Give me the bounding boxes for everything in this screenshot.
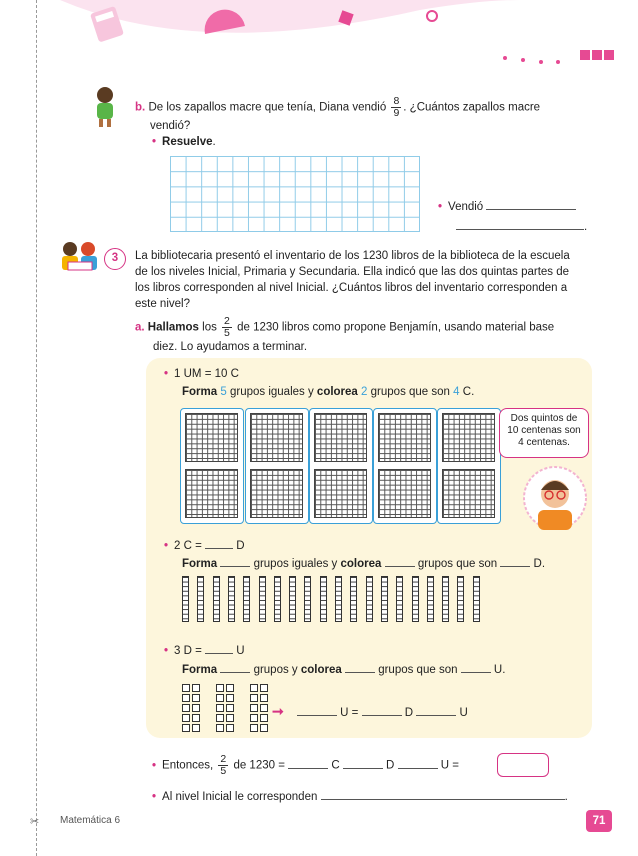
arrow-right-icon: ➞	[272, 703, 284, 719]
header-decoration	[0, 0, 638, 70]
thousand-group-5[interactable]	[437, 408, 501, 524]
ten-rod[interactable]	[243, 576, 250, 622]
unit-cube[interactable]	[182, 704, 190, 712]
unit-cube[interactable]	[216, 724, 224, 732]
thousand-group-1[interactable]	[180, 408, 244, 524]
unit-cube[interactable]	[216, 714, 224, 722]
unit-cube[interactable]	[192, 694, 200, 702]
unit-cube[interactable]	[260, 684, 268, 692]
step-2-equation: • 2 C = D	[164, 540, 245, 552]
units-answer-field-conclusion[interactable]	[398, 759, 438, 769]
scissors-icon: ✂	[30, 816, 40, 828]
step-2-instruction: Forma grupos iguales y colorea grupos que son D.	[182, 558, 546, 570]
nivel-inicial-answer-field[interactable]	[321, 790, 565, 800]
unit-cube[interactable]	[226, 684, 234, 692]
final-answer-box[interactable]	[497, 753, 549, 777]
thousand-group-3[interactable]	[309, 408, 373, 524]
problem-3-line-1: La bibliotecaria presentó el inventario de los 1230 libros de la biblioteca de la escuela	[135, 250, 570, 262]
part-a-hallamos: Hallamos	[147, 321, 199, 334]
header-wave	[0, 0, 638, 70]
girl-illustration	[88, 85, 122, 127]
ten-rod[interactable]	[350, 576, 357, 622]
step-1-instruction: Forma 5 grupos iguales y colorea 2 grupos que son 4 C.	[182, 386, 475, 398]
part-a-text-after: de 1230 libros como propone Benjamín, usando material base	[237, 321, 555, 334]
ten-rod[interactable]	[396, 576, 403, 622]
ten-rod[interactable]	[457, 576, 464, 622]
unit-cube[interactable]	[250, 694, 258, 702]
step-3-equation: • 3 D = U	[164, 645, 245, 657]
unit-cube[interactable]	[182, 684, 190, 692]
ten-rod[interactable]	[182, 576, 189, 622]
part-a-letter: a.	[135, 321, 145, 334]
unit-cube[interactable]	[250, 724, 258, 732]
thousand-group-2[interactable]	[245, 408, 309, 524]
unit-cube[interactable]	[260, 704, 268, 712]
ten-rod[interactable]	[304, 576, 311, 622]
fraction-2-5: $\frac{2}{5}$	[224, 315, 230, 339]
unit-cube[interactable]	[250, 704, 258, 712]
part-b-letter: b.	[135, 101, 146, 114]
ten-rod[interactable]	[335, 576, 342, 622]
step-1-equation: • 1 UM = 10 C	[164, 368, 239, 380]
problem-3-line-3: los libros corresponden al nivel Inicial. ¿Cuántos libros del inventario corresponden a	[135, 282, 568, 294]
unit-cube[interactable]	[250, 684, 258, 692]
resuelve-label: • Resuelve.	[152, 136, 216, 148]
unit-cube[interactable]	[226, 714, 234, 722]
unit-cube[interactable]	[192, 724, 200, 732]
unit-cube[interactable]	[182, 714, 190, 722]
ten-rod[interactable]	[228, 576, 235, 622]
ten-rod[interactable]	[427, 576, 434, 622]
ten-rod[interactable]	[289, 576, 296, 622]
page-number: 71	[586, 810, 612, 832]
ten-rod[interactable]	[320, 576, 327, 622]
vendio-answer-line2[interactable]: .	[456, 220, 587, 233]
work-grid-b[interactable]	[170, 156, 420, 232]
unit-cube[interactable]	[216, 694, 224, 702]
kids-reading-illustration	[58, 240, 102, 274]
tens-answer-field-conclusion[interactable]	[343, 759, 383, 769]
margin-line	[36, 0, 37, 856]
hundreds-answer-field[interactable]	[288, 759, 328, 769]
unit-cube[interactable]	[226, 724, 234, 732]
vendio-answer[interactable]: • Vendió	[438, 200, 576, 213]
ten-rod[interactable]	[274, 576, 281, 622]
part-a-text	[135, 316, 605, 355]
step-3-instruction: Forma grupos y colorea grupos que son U.	[182, 664, 506, 676]
part-a-los: los	[202, 321, 217, 334]
dots-decoration	[503, 50, 614, 64]
unit-cube[interactable]	[182, 694, 190, 702]
unit-cube[interactable]	[250, 714, 258, 722]
units-answer-field-2[interactable]	[416, 706, 456, 716]
part-b-text-before: De los zapallos macre que tenía, Diana vendió	[148, 101, 387, 114]
part-a-line-2: diez. Lo ayudamos a terminar.	[153, 341, 308, 353]
tens-answer-field[interactable]	[362, 706, 402, 716]
thousand-group-4[interactable]	[373, 408, 437, 524]
unit-cube[interactable]	[192, 684, 200, 692]
unit-cube[interactable]	[216, 704, 224, 712]
conclusion-nivel-inicial: • Al nivel Inicial le corresponden .	[152, 791, 568, 803]
unit-cube[interactable]	[226, 694, 234, 702]
ten-rod[interactable]	[473, 576, 480, 622]
unit-cube[interactable]	[260, 724, 268, 732]
unit-cube[interactable]	[192, 714, 200, 722]
fraction-8-9: $\frac{8}{9}$	[393, 95, 400, 119]
fraction-2-5-conclusion: $\frac{2}{5}$	[220, 753, 227, 777]
unit-cube[interactable]	[192, 704, 200, 712]
problem-number-3: 3	[104, 248, 126, 270]
part-b-text-line2: vendió?	[150, 120, 191, 132]
footer-book-title: Matemática 6	[60, 815, 121, 826]
step-3-result: ➞ U = D U	[272, 703, 468, 719]
part-b-text	[135, 96, 595, 133]
unit-cube[interactable]	[182, 724, 190, 732]
problem-3-line-2: de los niveles Inicial, Primaria y Secundaria. Ella indicó que las dos quintas partes de	[135, 266, 570, 278]
ten-rod[interactable]	[412, 576, 419, 622]
unit-cube[interactable]	[260, 714, 268, 722]
ten-rod[interactable]	[381, 576, 388, 622]
ten-rod[interactable]	[213, 576, 220, 622]
ten-rod[interactable]	[197, 576, 204, 622]
ten-rod[interactable]	[366, 576, 373, 622]
speech-bubble: Dos quintos de 10 centenas son 4 centenas.	[499, 408, 589, 458]
problem-3-statement	[135, 248, 605, 312]
ten-rod[interactable]	[259, 576, 266, 622]
conclusion-equation: • Entonces, $\frac{2}{5}$ de 1230 = C D U =	[152, 753, 459, 777]
boy-benjamin-illustration	[520, 466, 590, 530]
units-answer-field[interactable]	[297, 706, 337, 716]
unit-cube[interactable]	[260, 694, 268, 702]
unit-cube[interactable]	[216, 684, 224, 692]
unit-cube[interactable]	[226, 704, 234, 712]
problem-3-line-4: este nivel?	[135, 298, 190, 310]
ten-rod[interactable]	[442, 576, 449, 622]
part-b-text-after: . ¿Cuántos zapallos macre	[403, 101, 541, 114]
